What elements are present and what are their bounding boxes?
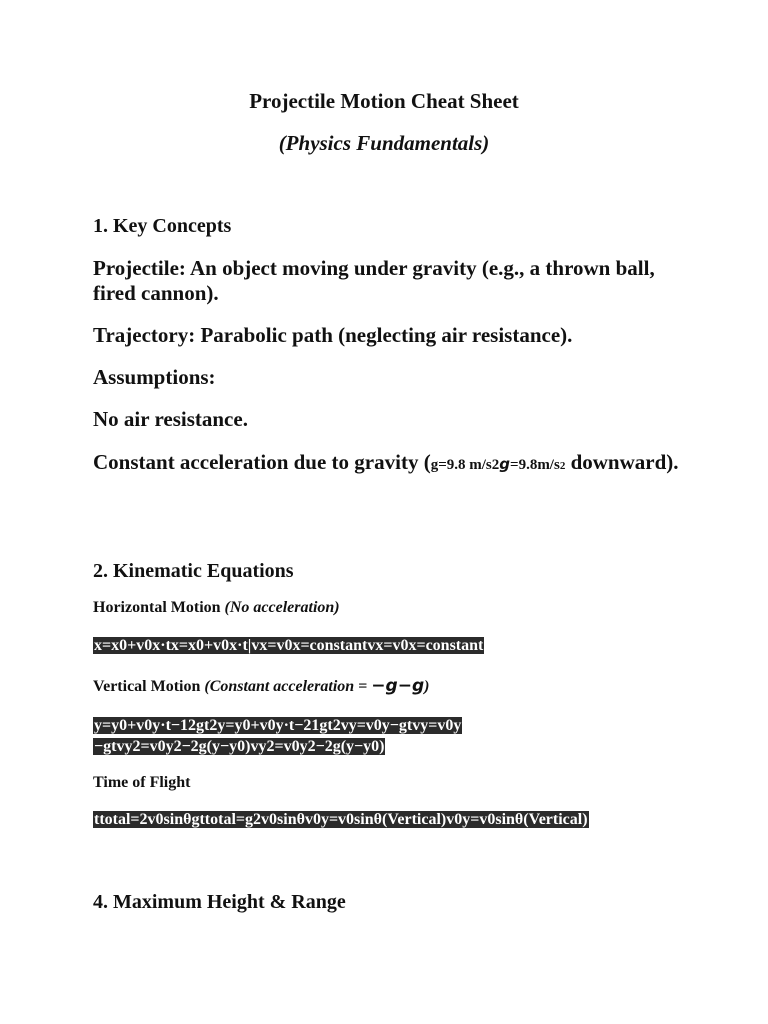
vertical-gravity-symbol: −g−g (371, 676, 425, 696)
page-title: Projectile Motion Cheat Sheet (249, 89, 519, 113)
page-subtitle: (Physics Fundamentals) (278, 131, 490, 155)
gravity-value: g=9.8 m/s2 (430, 457, 500, 473)
horizontal-equation-text: x=x0+v0x·tx=x0+v0x·t|vx=v0x=constantvx=v0x=constant (94, 637, 484, 654)
section-heading-key-concepts: 1. Key Concepts (93, 215, 232, 237)
projectile-definition: Projectile: An object moving under gravity (e.g., a thrown ball, fired cannon). (93, 256, 655, 305)
constant-acceleration-prefix: Constant acceleration due to gravity ( (93, 450, 431, 474)
horizontal-equation (93, 636, 484, 656)
assumption-no-air: No air resistance. (93, 407, 248, 431)
gravity-symbol: g (499, 455, 511, 473)
vertical-equation-line-2 (93, 737, 385, 757)
vertical-motion-close: ) (424, 678, 430, 695)
horizontal-motion-title: Horizontal Motion (93, 599, 225, 616)
gravity-exponent: 2 (559, 460, 566, 472)
time-of-flight-label: Time of Flight (93, 774, 191, 791)
vertical-equation-line-1 (93, 716, 462, 736)
section-heading-max-height-range: 4. Maximum Height & Range (93, 891, 346, 913)
vertical-motion-label (93, 676, 429, 697)
constant-acceleration-suffix: downward). (565, 450, 679, 474)
vertical-motion-note: (Constant acceleration = (204, 678, 372, 695)
vertical-motion-title: Vertical Motion (93, 678, 205, 695)
time-of-flight-equation-text: ttotal=2v0sinθgttotal=g2v0sinθv0y=v0sinθ(Vertical)v0y=v0sinθ(Vertical) (94, 811, 588, 828)
trajectory-definition: Trajectory: Parabolic path (neglecting air resistance). (93, 323, 573, 347)
vertical-equation-text-1: y=y0+v0y·t−12gt2y=y0+v0y·t−21gt2vy=v0y−gtvy=v0y (94, 717, 462, 734)
vertical-equation-text-2: −gtvy2=v0y2−2g(y−y0)vy2=v0y2−2g(y−y0) (94, 738, 385, 755)
section-heading-kinematic-equations: 2. Kinematic Equations (93, 560, 294, 582)
horizontal-motion-note: (No acceleration) (224, 599, 340, 616)
horizontal-motion-label (93, 598, 340, 618)
gravity-value-inline: =9.8m/s (510, 457, 560, 473)
time-of-flight-equation (93, 810, 589, 830)
assumptions-label: Assumptions: (93, 365, 216, 389)
assumption-constant-acceleration (93, 450, 693, 479)
